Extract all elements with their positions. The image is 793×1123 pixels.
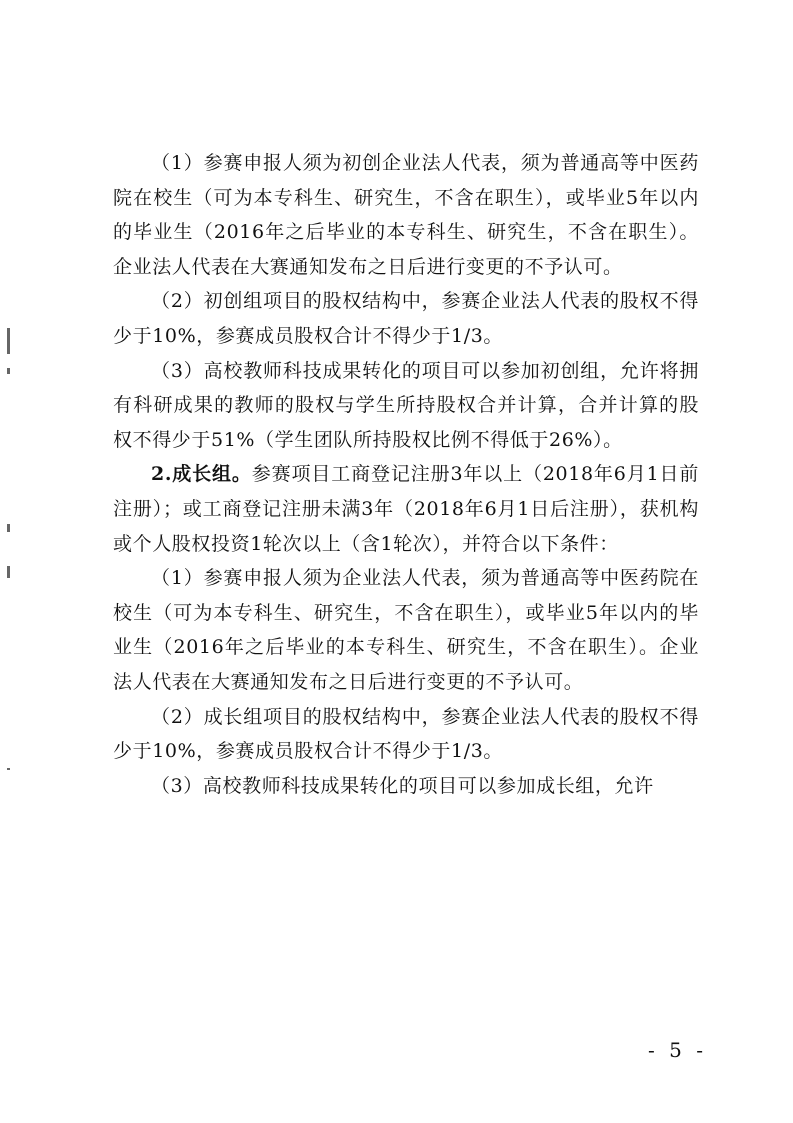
paragraph-text: （2）成长组项目的股权结构中，参赛企业法人代表的股权不得少于10%，参赛成员股权合计不得少于1/3。 bbox=[113, 705, 699, 763]
paragraph bbox=[113, 561, 699, 699]
binding-mark bbox=[7, 768, 10, 770]
page-number: - 5 - bbox=[648, 1038, 707, 1062]
paragraph-text: 参赛项目工商登记注册3年以上（2018年6月1日前注册）；或工商登记注册未满3年（2018年6月1日后注册），获机构或个人股权投资1轮次以上（含1轮次），并符合以下条件： bbox=[113, 463, 700, 555]
paragraph-text: （3）高校教师科技成果转化的项目可以参加成长组，允许 bbox=[151, 774, 654, 797]
binding-mark bbox=[7, 328, 10, 354]
paragraph-text: （1）参赛申报人须为初创企业法人代表，须为普通高等中医药院在校生（可为本专科生、研究生，不含在职生），或毕业5年以内的毕业生（2016年之后毕业的本专科生、研究生，不含在职生）。企业法人代表在大赛通知发布之日后进行变更的不予认可。 bbox=[113, 152, 699, 278]
paragraph bbox=[113, 284, 699, 353]
paragraph bbox=[113, 700, 699, 769]
paragraph bbox=[113, 769, 699, 804]
paragraph-text: （2）初创组项目的股权结构中，参赛企业法人代表的股权不得少于10%，参赛成员股权合计不得少于1/3。 bbox=[113, 290, 699, 347]
paragraph bbox=[113, 457, 699, 561]
paragraph-text: （1）参赛申报人须为企业法人代表，须为普通高等中医药院在校生（可为本专科生、研究生，不含在职生），或毕业5年以内的毕业生（2016年之后毕业的本专科生、研究生，不含在职生）。企业法人代表在大赛通知发布之日后进行变更的不予认可。 bbox=[113, 567, 699, 693]
paragraph-text: （3）高校教师科技成果转化的项目可以参加初创组，允许将拥有科研成果的教师的股权与学生所持股权合并计算，合并计算的股权不得少于51%（学生团队所持股权比例不得低于26%）。 bbox=[113, 359, 699, 451]
binding-mark bbox=[7, 524, 10, 532]
binding-mark bbox=[7, 368, 10, 374]
paragraph bbox=[113, 354, 699, 458]
section-heading-growth-group: 2.成长组。 bbox=[151, 463, 252, 486]
paragraph bbox=[113, 146, 699, 284]
body-text bbox=[113, 146, 699, 803]
binding-mark bbox=[7, 566, 10, 578]
